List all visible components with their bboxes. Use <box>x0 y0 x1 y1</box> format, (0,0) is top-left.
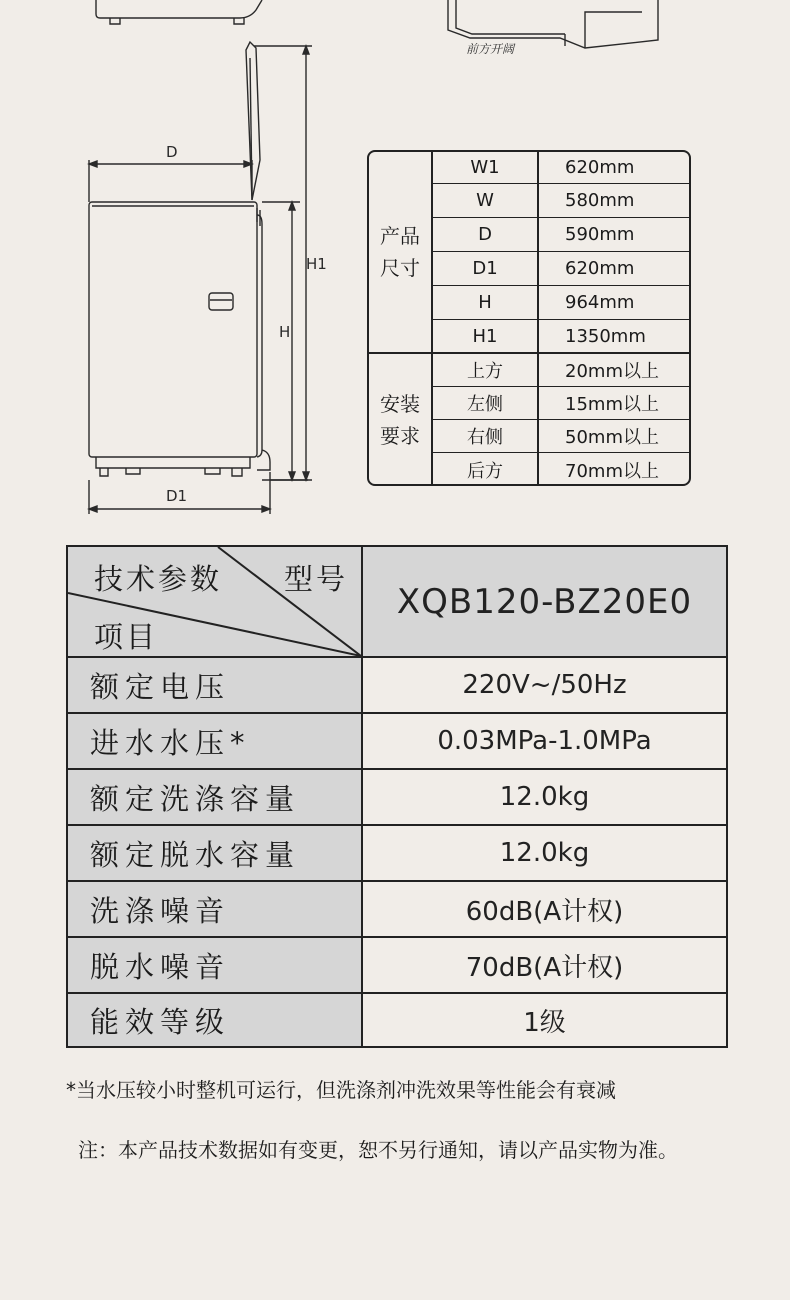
spec-label: 额定电压 <box>68 658 363 712</box>
size-key: H1 <box>433 320 539 352</box>
install-key: 右侧 <box>433 420 539 452</box>
spec-label: 洗涤噪音 <box>68 882 363 936</box>
item-label: 项目 <box>94 620 159 654</box>
install-value: 15mm以上 <box>565 394 659 415</box>
install-value: 50mm以上 <box>565 427 659 448</box>
spec-label: 能效等级 <box>68 994 363 1046</box>
spec-value: 220V~/50Hz <box>363 658 726 712</box>
spec-row <box>68 882 726 938</box>
spec-value: 70dB(A计权) <box>363 938 726 992</box>
size-key: D <box>433 218 539 251</box>
spec-row <box>68 994 726 1046</box>
install-key: 后方 <box>433 453 539 486</box>
size-category <box>369 152 433 354</box>
pressure-note: *当水压较小时整机可运行，但洗涤剂冲洗效果等性能会有衰减 <box>66 1078 616 1102</box>
front-open-label: 前方开阔 <box>466 42 515 56</box>
model-value: XQB120-BZ20E0 <box>363 547 726 658</box>
install-row <box>433 354 689 387</box>
spec-value: 0.03MPa-1.0MPa <box>363 714 726 768</box>
install-category-label: 安装 要求 <box>380 392 420 448</box>
dim-h1-label: H1 <box>306 255 327 273</box>
install-row <box>433 453 689 486</box>
spec-row <box>68 658 726 714</box>
disclaimer-note: 注：本产品技术数据如有变更，恕不另行通知，请以产品实物为准。 <box>78 1138 678 1162</box>
size-row <box>433 320 689 354</box>
size-value: 620mm <box>565 258 635 279</box>
install-category <box>369 354 433 486</box>
dim-d-label: D <box>166 143 178 161</box>
install-row <box>433 387 689 420</box>
size-row <box>433 184 689 218</box>
spec-row <box>68 770 726 826</box>
spec-row <box>68 714 726 770</box>
size-row <box>433 152 689 184</box>
size-key: W1 <box>433 152 539 183</box>
install-value: 70mm以上 <box>565 460 659 482</box>
size-key: H <box>433 286 539 319</box>
spec-label: 额定洗涤容量 <box>68 770 363 824</box>
size-value: 1350mm <box>565 325 646 347</box>
tech-params-label: 技术参数 <box>94 562 223 596</box>
spec-label: 额定脱水容量 <box>68 826 363 880</box>
dim-d1-label: D1 <box>166 487 188 505</box>
dimension-table <box>367 150 691 486</box>
size-value: 580mm <box>565 190 635 211</box>
size-row <box>433 218 689 252</box>
model-label: 型号 <box>284 562 349 596</box>
size-value: 964mm <box>565 292 635 313</box>
install-value: 20mm以上 <box>565 361 659 382</box>
size-row <box>433 252 689 286</box>
spec-label: 脱水噪音 <box>68 938 363 992</box>
size-key: W <box>433 184 539 217</box>
spec-header-corner <box>68 547 363 658</box>
spec-row <box>68 938 726 994</box>
spec-value: 12.0kg <box>363 826 726 880</box>
spec-table <box>66 545 728 1048</box>
install-key: 左侧 <box>433 387 539 419</box>
size-value: 620mm <box>565 157 635 178</box>
spec-value: 1级 <box>363 994 726 1046</box>
install-key: 上方 <box>433 354 539 386</box>
dim-h-label: H <box>279 323 291 341</box>
spec-value: 60dB(A计权) <box>363 882 726 936</box>
spec-label: 进水水压* <box>68 714 363 768</box>
size-row <box>433 286 689 320</box>
size-value: 590mm <box>565 224 635 245</box>
size-key: D1 <box>433 252 539 285</box>
spec-value: 12.0kg <box>363 770 726 824</box>
size-category-label: 产品 尺寸 <box>380 224 420 280</box>
spec-row <box>68 826 726 882</box>
install-row <box>433 420 689 453</box>
